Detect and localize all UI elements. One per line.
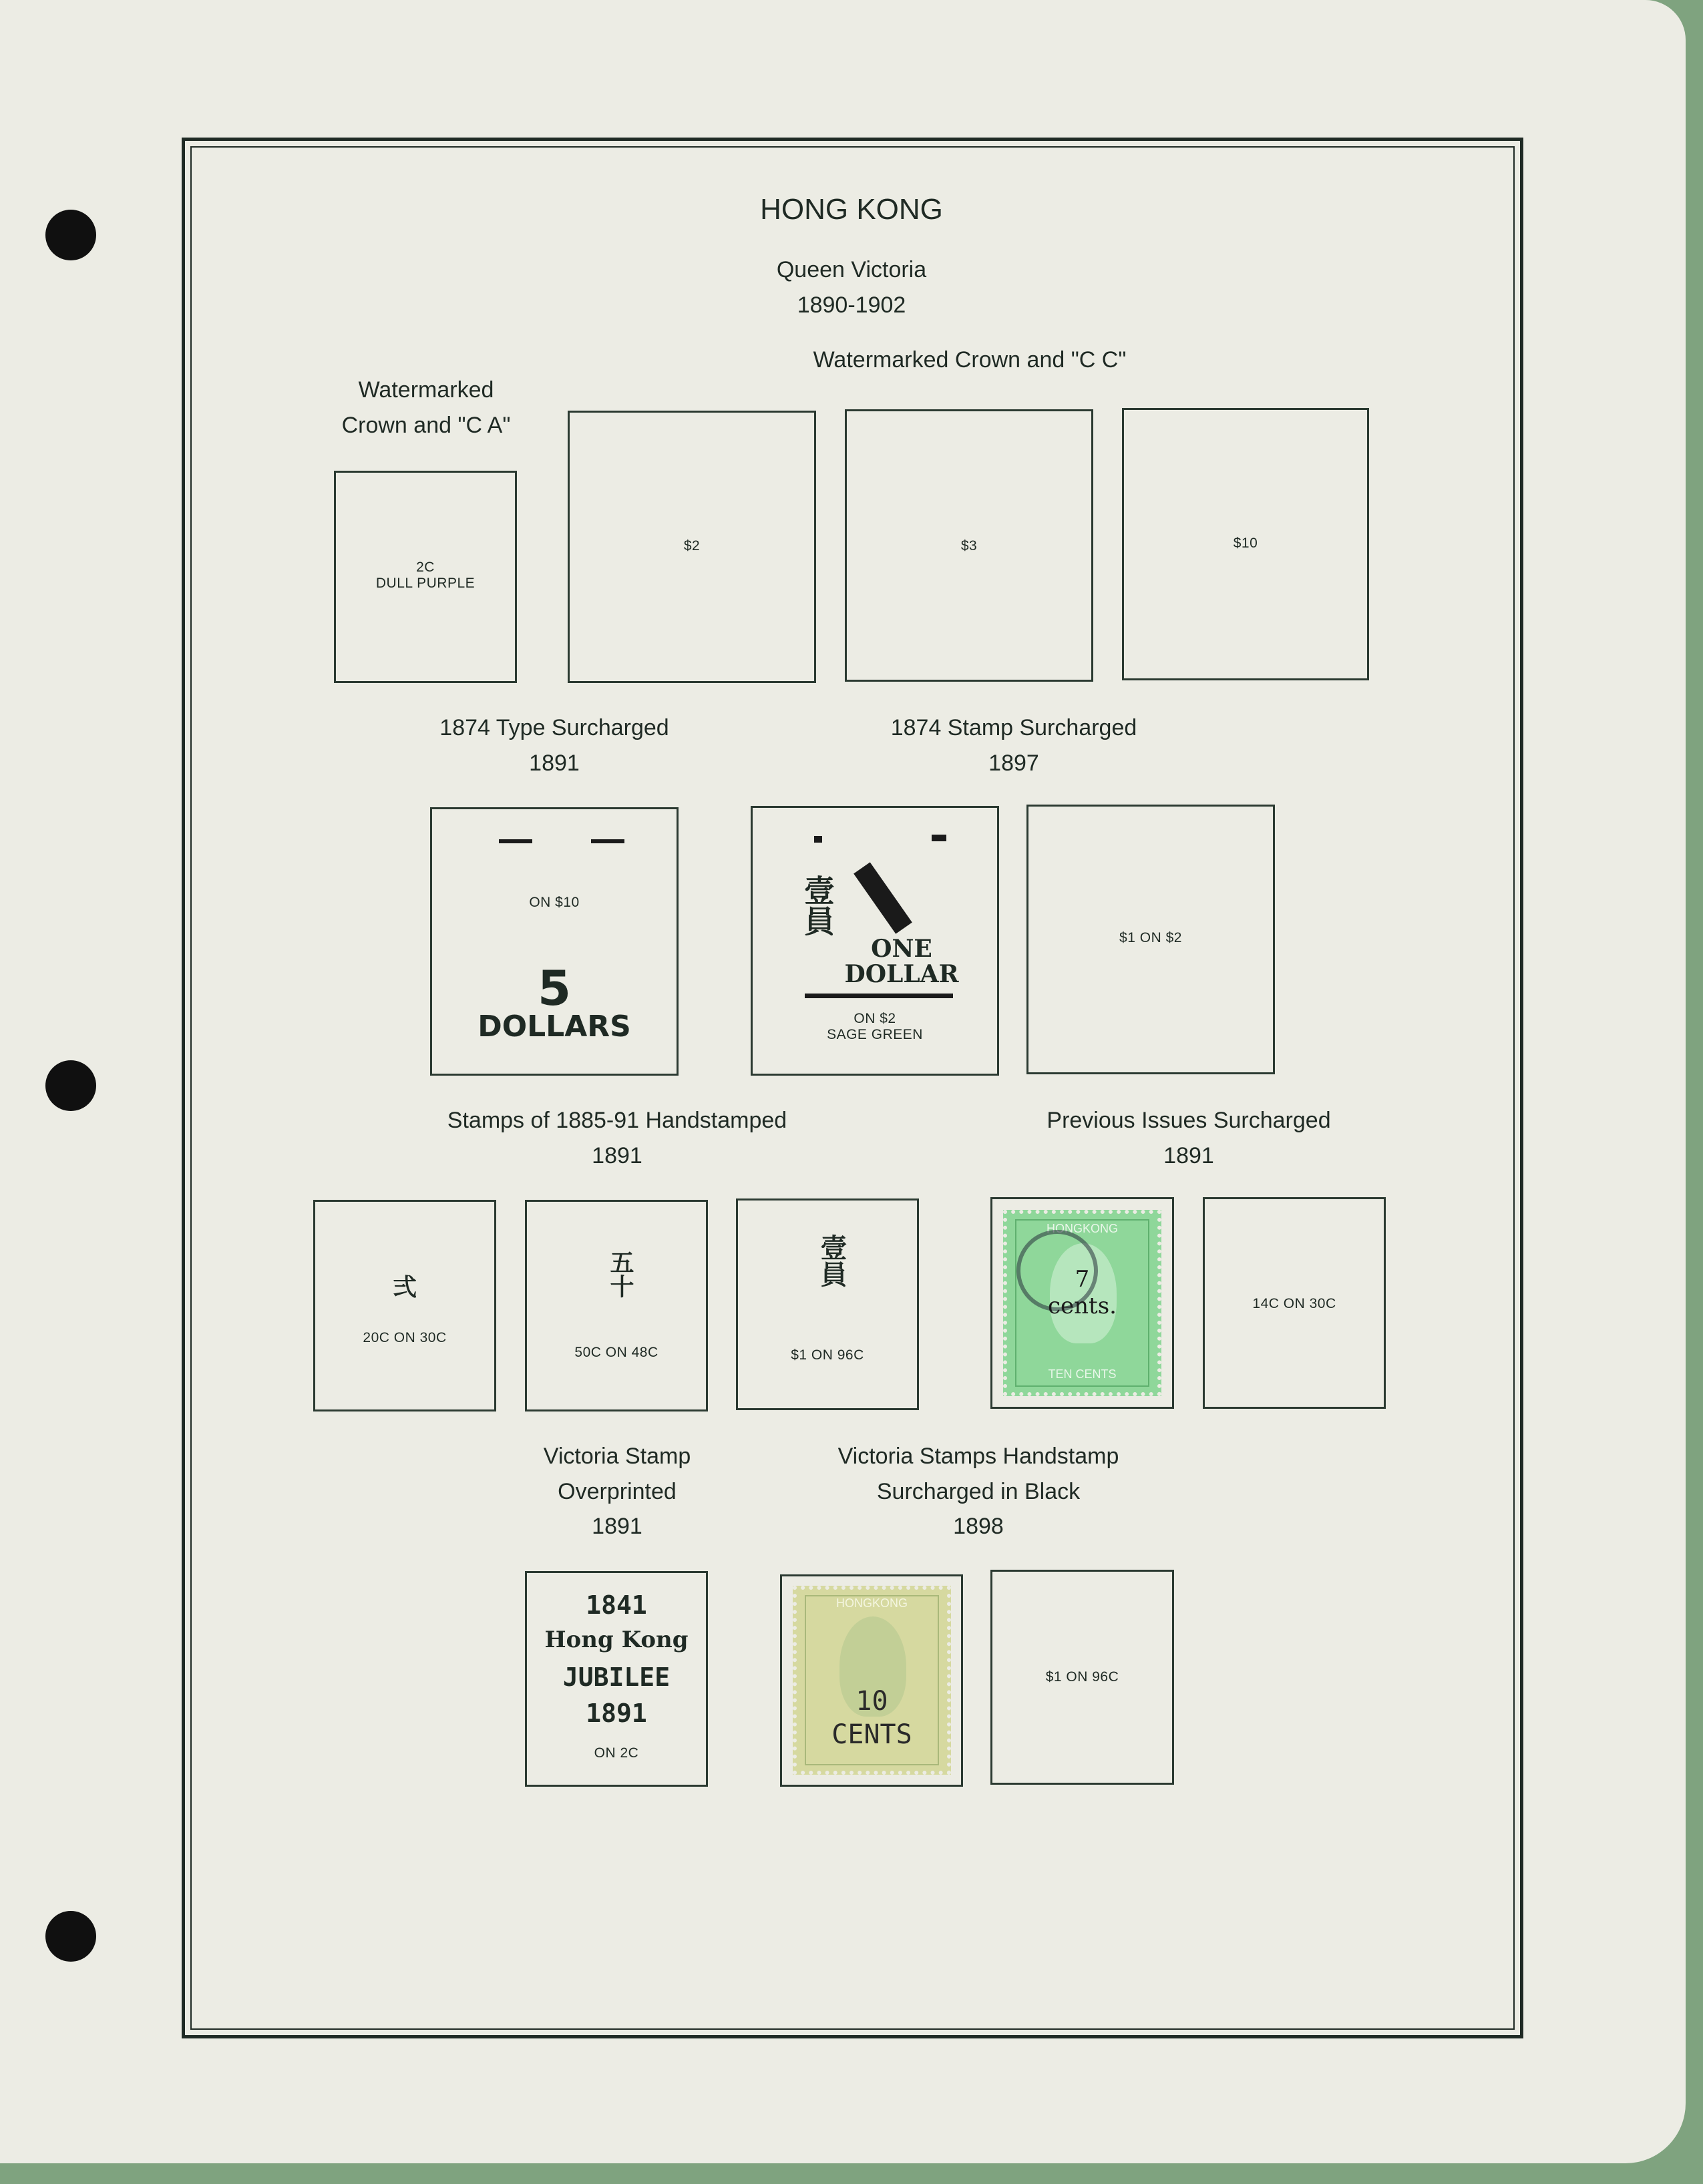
stamp-value: 14C ON 30C: [1252, 1296, 1336, 1311]
surcharge-mark: [499, 839, 532, 843]
surcharge-value: 7: [1075, 1266, 1090, 1293]
chinese-surcharge: 壹員: [816, 1234, 847, 1287]
section-header-previous: Previous Issues Surcharged 1891: [1047, 1108, 1331, 1168]
chinese-surcharge: 五十: [606, 1250, 634, 1298]
stamp-value: 20C ON 30C: [363, 1330, 447, 1345]
stamp-value: ON $2: [854, 1011, 896, 1026]
stamp-color: DULL PURPLE: [375, 576, 476, 591]
stamp-value: $1 ON 96C: [791, 1347, 864, 1363]
surcharge-value: 5: [537, 960, 572, 1016]
overprint-line: Hong Kong: [544, 1626, 689, 1653]
stamp-space-10-dollar[interactable]: [1122, 408, 1369, 680]
stamp-space-20c-on-30c[interactable]: [313, 1200, 496, 1411]
surcharge-value: ONE: [871, 935, 932, 963]
section-header-handstamped: Stamps of 1885-91 Handstamped 1891: [447, 1108, 787, 1168]
surcharge-value: DOLLARS: [478, 1010, 631, 1044]
surcharge-mark: [854, 862, 912, 933]
section-header-overprinted: Victoria Stamp Overprinted 1891: [543, 1444, 691, 1540]
stamp-value: $1 ON $2: [1119, 930, 1182, 945]
section-header-1874-type: 1874 Type Surcharged 1891: [439, 715, 669, 776]
stamp-space-2-dollar[interactable]: [568, 411, 816, 683]
stamp-value: ON 2C: [594, 1745, 639, 1761]
overprint-line: 1841: [586, 1590, 647, 1620]
section-header-1874-stamp: 1874 Stamp Surcharged 1897: [890, 715, 1137, 776]
surcharge-value: CENTS: [831, 1719, 912, 1750]
surcharge-mark: [814, 836, 822, 843]
stamp-image: [793, 1586, 951, 1775]
page-subtitle: Queen Victoria 1890-1902: [776, 257, 927, 318]
surcharge-value: cents.: [1048, 1293, 1117, 1319]
stamp-space-50c-on-48c[interactable]: [525, 1200, 708, 1411]
surcharge-mark: [591, 839, 624, 843]
chinese-surcharge: 壹員: [799, 875, 835, 936]
stamp-space-jubilee[interactable]: [525, 1571, 708, 1787]
stamp-space-7c-on-10c[interactable]: [990, 1197, 1174, 1409]
stamp-value: $2: [683, 538, 701, 554]
surcharge-value: 10: [856, 1686, 888, 1717]
page-title: HONG KONG: [760, 193, 943, 226]
stamp-value: $1 ON 96C: [1045, 1669, 1119, 1685]
stamp-value: 2C: [416, 560, 435, 575]
overprint-line: JUBILEE: [562, 1663, 671, 1692]
stamp-space-14c-on-30c[interactable]: [1203, 1197, 1386, 1409]
stamp-space-2c[interactable]: [334, 471, 517, 683]
stamp-space-1-dollar-on-2[interactable]: [1026, 805, 1275, 1074]
stamp-value: ON $10: [529, 895, 580, 910]
stamp-space-3-dollar[interactable]: [845, 409, 1093, 682]
stamp-color: SAGE GREEN: [827, 1027, 923, 1042]
stamp-inscription: HONGKONG: [1046, 1222, 1118, 1235]
stamp-space-one-dollar-on-2[interactable]: [751, 806, 999, 1076]
surcharge-mark: [932, 835, 946, 841]
binder-hole: [45, 210, 96, 260]
section-header-handstamp-black: Victoria Stamps Handstamp Surcharged in Black 1898: [837, 1444, 1119, 1540]
surcharge-bar: [805, 994, 953, 998]
stamp-space-1-dollar-on-96c[interactable]: [736, 1198, 919, 1410]
binder-hole: [45, 1911, 96, 1962]
chinese-surcharge: 弍: [392, 1273, 417, 1301]
section-header-ca: Watermarked Crown and "C A": [341, 377, 511, 438]
stamp-image: [1003, 1210, 1161, 1396]
stamp-inscription: HONGKONG: [835, 1596, 908, 1610]
stamp-space-10-cents[interactable]: [780, 1574, 963, 1787]
stamp-value: $10: [1233, 535, 1258, 551]
overprint-line: 1891: [586, 1699, 647, 1728]
stamp-space-1-dollar-on-96c-black[interactable]: [990, 1570, 1174, 1785]
surcharge-value: DOLLAR: [844, 960, 959, 988]
stamp-inscription: TEN CENTS: [1048, 1367, 1117, 1381]
binder-hole: [45, 1060, 96, 1111]
stamp-space-5-dollars-on-10[interactable]: [430, 807, 679, 1076]
stamp-value: $3: [960, 538, 978, 554]
section-header-cc: Watermarked Crown and "C C": [813, 347, 1127, 373]
stamp-value: 50C ON 48C: [574, 1345, 658, 1360]
